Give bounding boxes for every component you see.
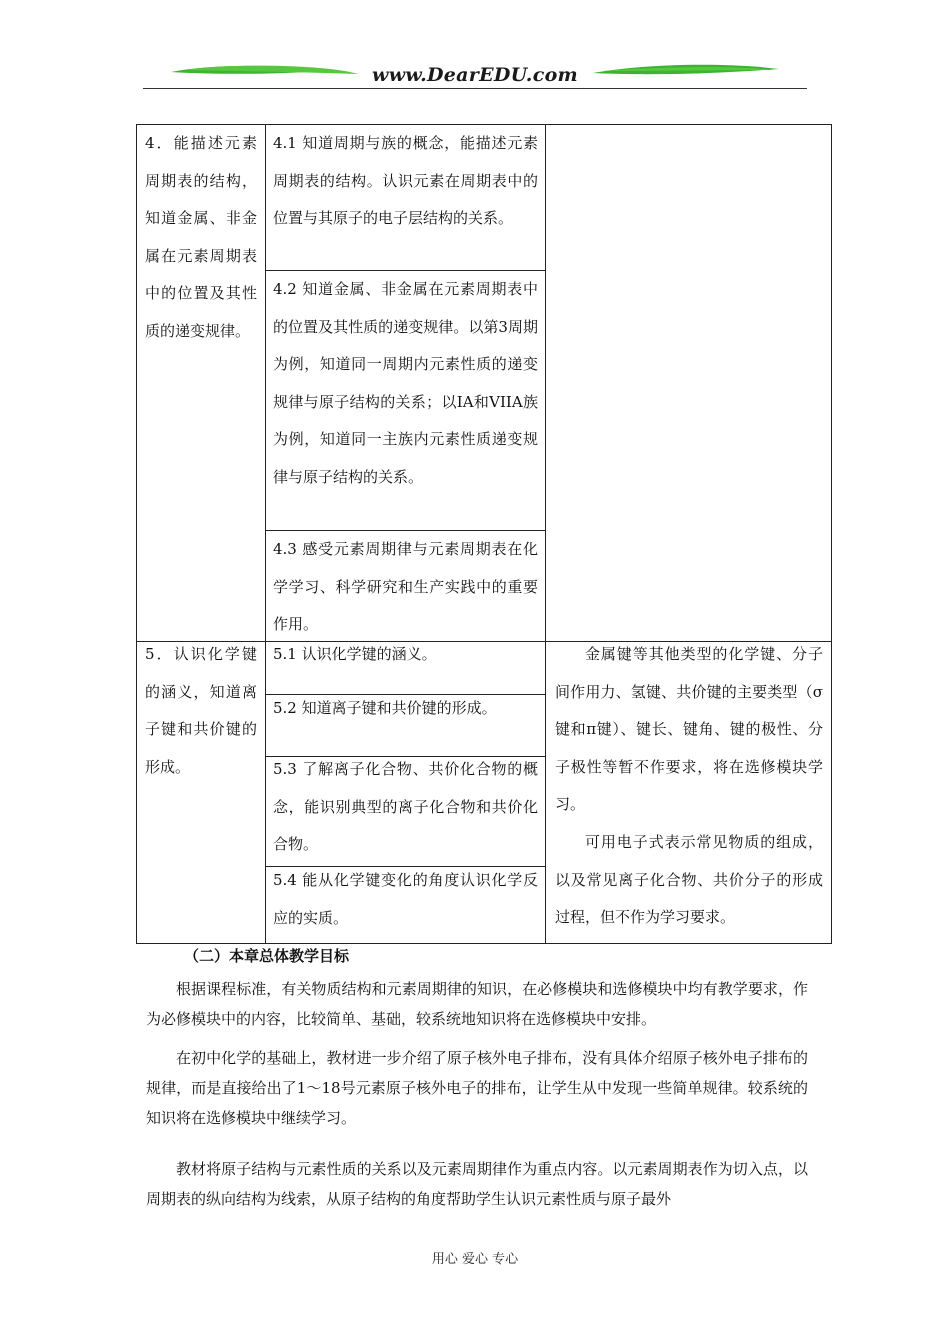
table-border-bottom (136, 943, 832, 944)
page-footer: 用心 爱心 专心 (431, 1252, 519, 1267)
header-rule (143, 88, 807, 89)
table-col-divider-2 (545, 124, 546, 944)
body-paragraph-1: 根据课程标准，有关物质结构和元素周期律的知识，在必修模块和选修模块中均有教学要求，作为必修模块中的内容，比较简单、基础，较系统地知识将在选修模块中安排。 (146, 980, 808, 1028)
note-cell-5-a: 金属键等其他类型的化学键、分子间作用力、氢键、共价键的主要类型（σ键和π键）、键长、键角、键的极性、分子极性等暂不作要求，将在选修模块学习。 (555, 645, 823, 813)
objective-cell-4-1: 4.1 知道周期与族的概念，能描述元素周期表的结构。认识元素在周期表中的位置与其原子的电子层结构的关系。 (273, 134, 538, 227)
objective-cell-5-4: 5.4 能从化学键变化的角度认识化学反应的实质。 (273, 871, 538, 927)
site-header (143, 58, 807, 90)
body-paragraph-3: 教材将原子结构与元素性质的关系以及元素周期律作为重点内容。以元素周期表作为切入点，以周期表的纵向结构为线索，从原子结构的角度帮助学生认识元素性质与原子最外 (146, 1160, 808, 1208)
objective-cell-4-3: 4.3 感受元素周期律与元素周期表在化学学习、科学研究和生产实践中的重要作用。 (273, 540, 538, 633)
header-site-url[interactable]: www.DearEDU.com (372, 64, 578, 86)
objective-cell-5-3: 5.3 了解离子化合物、共价化合物的概念，能识别典型的离子化合物和共价化合物。 (273, 760, 538, 853)
standard-cell-5: 5．认识化学键的涵义，知道离子键和共价键的形成。 (145, 645, 257, 776)
section-heading: （二）本章总体教学目标 (184, 947, 350, 965)
table-border-left (136, 124, 137, 944)
objective-cell-5-1: 5.1 认识化学键的涵义。 (273, 645, 437, 663)
standards-table (136, 124, 832, 944)
objective-cell-4-2: 4.2 知道金属、非金属在元素周期表中的位置及其性质的递变规律。以第3周期为例，知道同一周期内元素性质的递变规律与原子结构的关系；以IA和VIIA族为例，知道同一主族内元素性质递变规律与原子结构的关系。 (273, 280, 538, 486)
body-paragraph-2: 在初中化学的基础上，教材进一步介绍了原子核外电子排布，没有具体介绍原子核外电子排布的规律，而是直接给出了1～18号元素原子核外电子的排布，让学生从中发现一些简单规律。较系统的知识将在选修模块中继续学习。 (146, 1049, 808, 1127)
objective-cell-5-2: 5.2 知道离子键和共价键的形成。 (273, 699, 497, 717)
standard-cell-4: 4．能描述元素周期表的结构，知道金属、非金属在元素周期表中的位置及其性质的递变规律。 (145, 134, 257, 340)
table-col-divider-1 (265, 124, 266, 944)
table-border-right (831, 124, 832, 944)
note-cell-5-b: 可用电子式表示常见物质的组成，以及常见离子化合物、共价分子的形成过程，但不作为学习要求。 (555, 833, 823, 926)
